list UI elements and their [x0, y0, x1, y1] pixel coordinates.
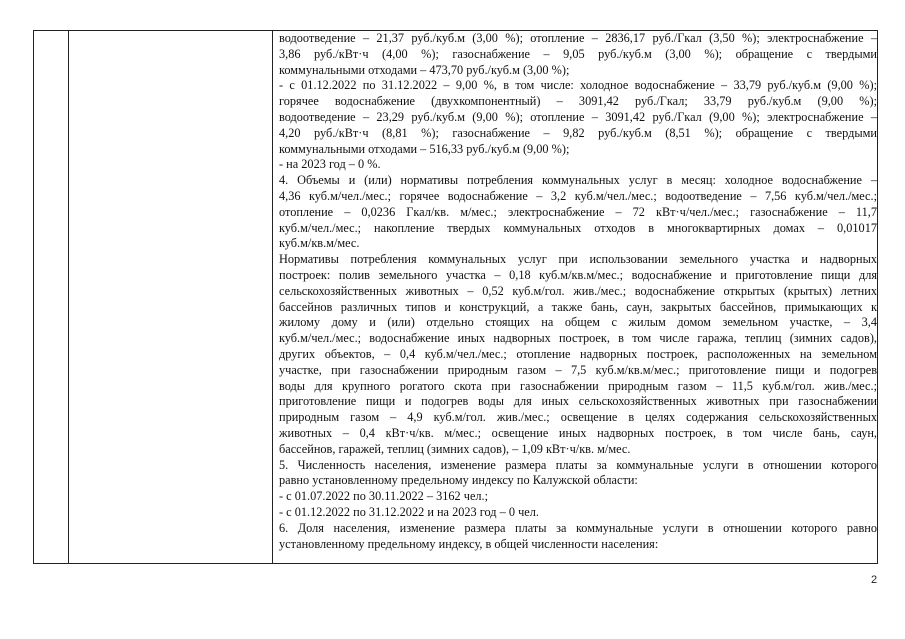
- text-line: - на 2023 год – 0 %.: [279, 157, 381, 172]
- text-line: участке, при газоснабжении природным газом – 7,5 куб.м/кв.м/мес.; приготовление пищи и подогрев: [279, 362, 877, 377]
- text-line: водоотведение – 23,29 руб./куб.м (9,00 %); отопление – 3091,42 руб./Гкал (9,00 %); электроснабжение –: [279, 109, 877, 124]
- text-line: 5. Численность населения, изменение размера платы за коммунальные услуги в отношении которого: [279, 457, 877, 472]
- text-line: отопление – 0,0236 Гкал/кв. м/мес.; электроснабжение – 72 кВт·ч/чел./мес.; газоснабжение – 11,7: [279, 204, 877, 219]
- text-line: Нормативы потребления коммунальных услуг при использовании земельного участка и надворных: [279, 252, 877, 267]
- text-line: коммунальными отходами – 473,70 руб./куб.м (3,00 %);: [279, 62, 570, 77]
- text-line: - с 01.12.2022 по 31.12.2022 и на 2023 год – 0 чел.: [279, 504, 539, 519]
- page-number: 2: [871, 574, 878, 586]
- table-column-number: [34, 31, 69, 563]
- table-column-indicator: [69, 31, 273, 563]
- text-line: бассейнов, гаражей, теплиц (зимних садов), – 1,09 кВт·ч/кв. м/мес.: [279, 441, 631, 456]
- text-line: приготовление пищи и подогрев воды для иных сельскохозяйственных животных при газоснабжении: [279, 394, 877, 409]
- text-line: построек: полив земельного участка – 0,18 куб.м/кв.м/мес.; водоснабжение и приготовление пищи для: [279, 267, 877, 282]
- text-line: 3,86 руб./кВт·ч (4,00 %); газоснабжение – 9,05 руб./куб.м (3,00 %); обращение с твердыми: [279, 46, 877, 61]
- text-line: равно установленному предельному индексу по Калужской области:: [279, 473, 638, 488]
- document-table: [33, 30, 878, 564]
- text-line: 4,36 куб.м/чел./мес.; горячее водоснабжение – 3,2 куб.м/чел./мес.; водоотведение – 7,56 куб.м/чел./мес.;: [279, 188, 877, 203]
- text-line: природным газом – 4,9 куб.м/гол. жив./мес.; освещение в целях содержания сельскохозяйственных: [279, 410, 877, 425]
- text-line: сельскохозяйственных животных – 0,52 куб.м/гол. жив./мес.; водоснабжение открытых (крытых) летних: [279, 283, 877, 298]
- text-line: жилому дому и (или) отдельно стоящих на общем с жилым домом земельном участке, – 3,4: [279, 315, 877, 330]
- text-line: других объектов, – 0,4 куб.м/чел./мес.; отопление надворных построек, расположенных на земельном: [279, 346, 877, 361]
- text-line: животных – 0,4 кВт·ч/кв. м/мес.; освещение иных надворных построек, в том числе бань, саун,: [279, 425, 877, 440]
- text-line: - с 01.07.2022 по 30.11.2022 – 3162 чел.;: [279, 489, 489, 504]
- text-line: установленному предельному индексу, в общей численности населения:: [279, 536, 659, 551]
- text-line: куб.м/чел./мес.; накопление твердых коммунальных отходов в многоквартирных домах – 0,01017: [279, 220, 877, 235]
- cell-text: [279, 31, 877, 552]
- text-line: - с 01.12.2022 по 31.12.2022 – 9,00 %, в том числе: холодное водоснабжение – 33,79 руб./куб.м (9,00 %);: [279, 78, 877, 93]
- text-line: коммунальными отходами – 516,33 руб./куб.м (9,00 %);: [279, 141, 570, 156]
- text-line: 4,20 руб./кВт·ч (8,81 %); газоснабжение – 9,82 руб./куб.м (8,51 %); обращение с твердыми: [279, 125, 877, 140]
- text-line: 6. Доля населения, изменение размера платы за коммунальные услуги в отношении которого равно: [279, 520, 877, 535]
- text-line: водоотведение – 21,37 руб./куб.м (3,00 %); отопление – 2836,17 руб./Гкал (3,50 %); электроснабжение –: [279, 31, 877, 45]
- text-line: бассейнов различных типов и конструкций, а также бань, саун, закрытых бассейнов, примыкающих к: [279, 299, 877, 314]
- text-line: куб.м/кв.м/мес.: [279, 236, 360, 251]
- text-line: куб.м/чел./мес.; водоснабжение иных надворных построек, в том числе гаража, теплиц (зимних садов),: [279, 331, 877, 346]
- text-line: горячее водоснабжение (двухкомпонентный) – 3091,42 руб./Гкал; 33,79 руб./куб.м (9,00 %);: [279, 94, 877, 109]
- text-line: воды для крупного рогатого скота при газоснабжении природным газом – 11,5 куб.м/гол. жив./мес.;: [279, 378, 877, 393]
- text-line: 4. Объемы и (или) нормативы потребления коммунальных услуг в месяц: холодное водоснабжение –: [279, 173, 877, 188]
- table-column-value: [279, 31, 877, 563]
